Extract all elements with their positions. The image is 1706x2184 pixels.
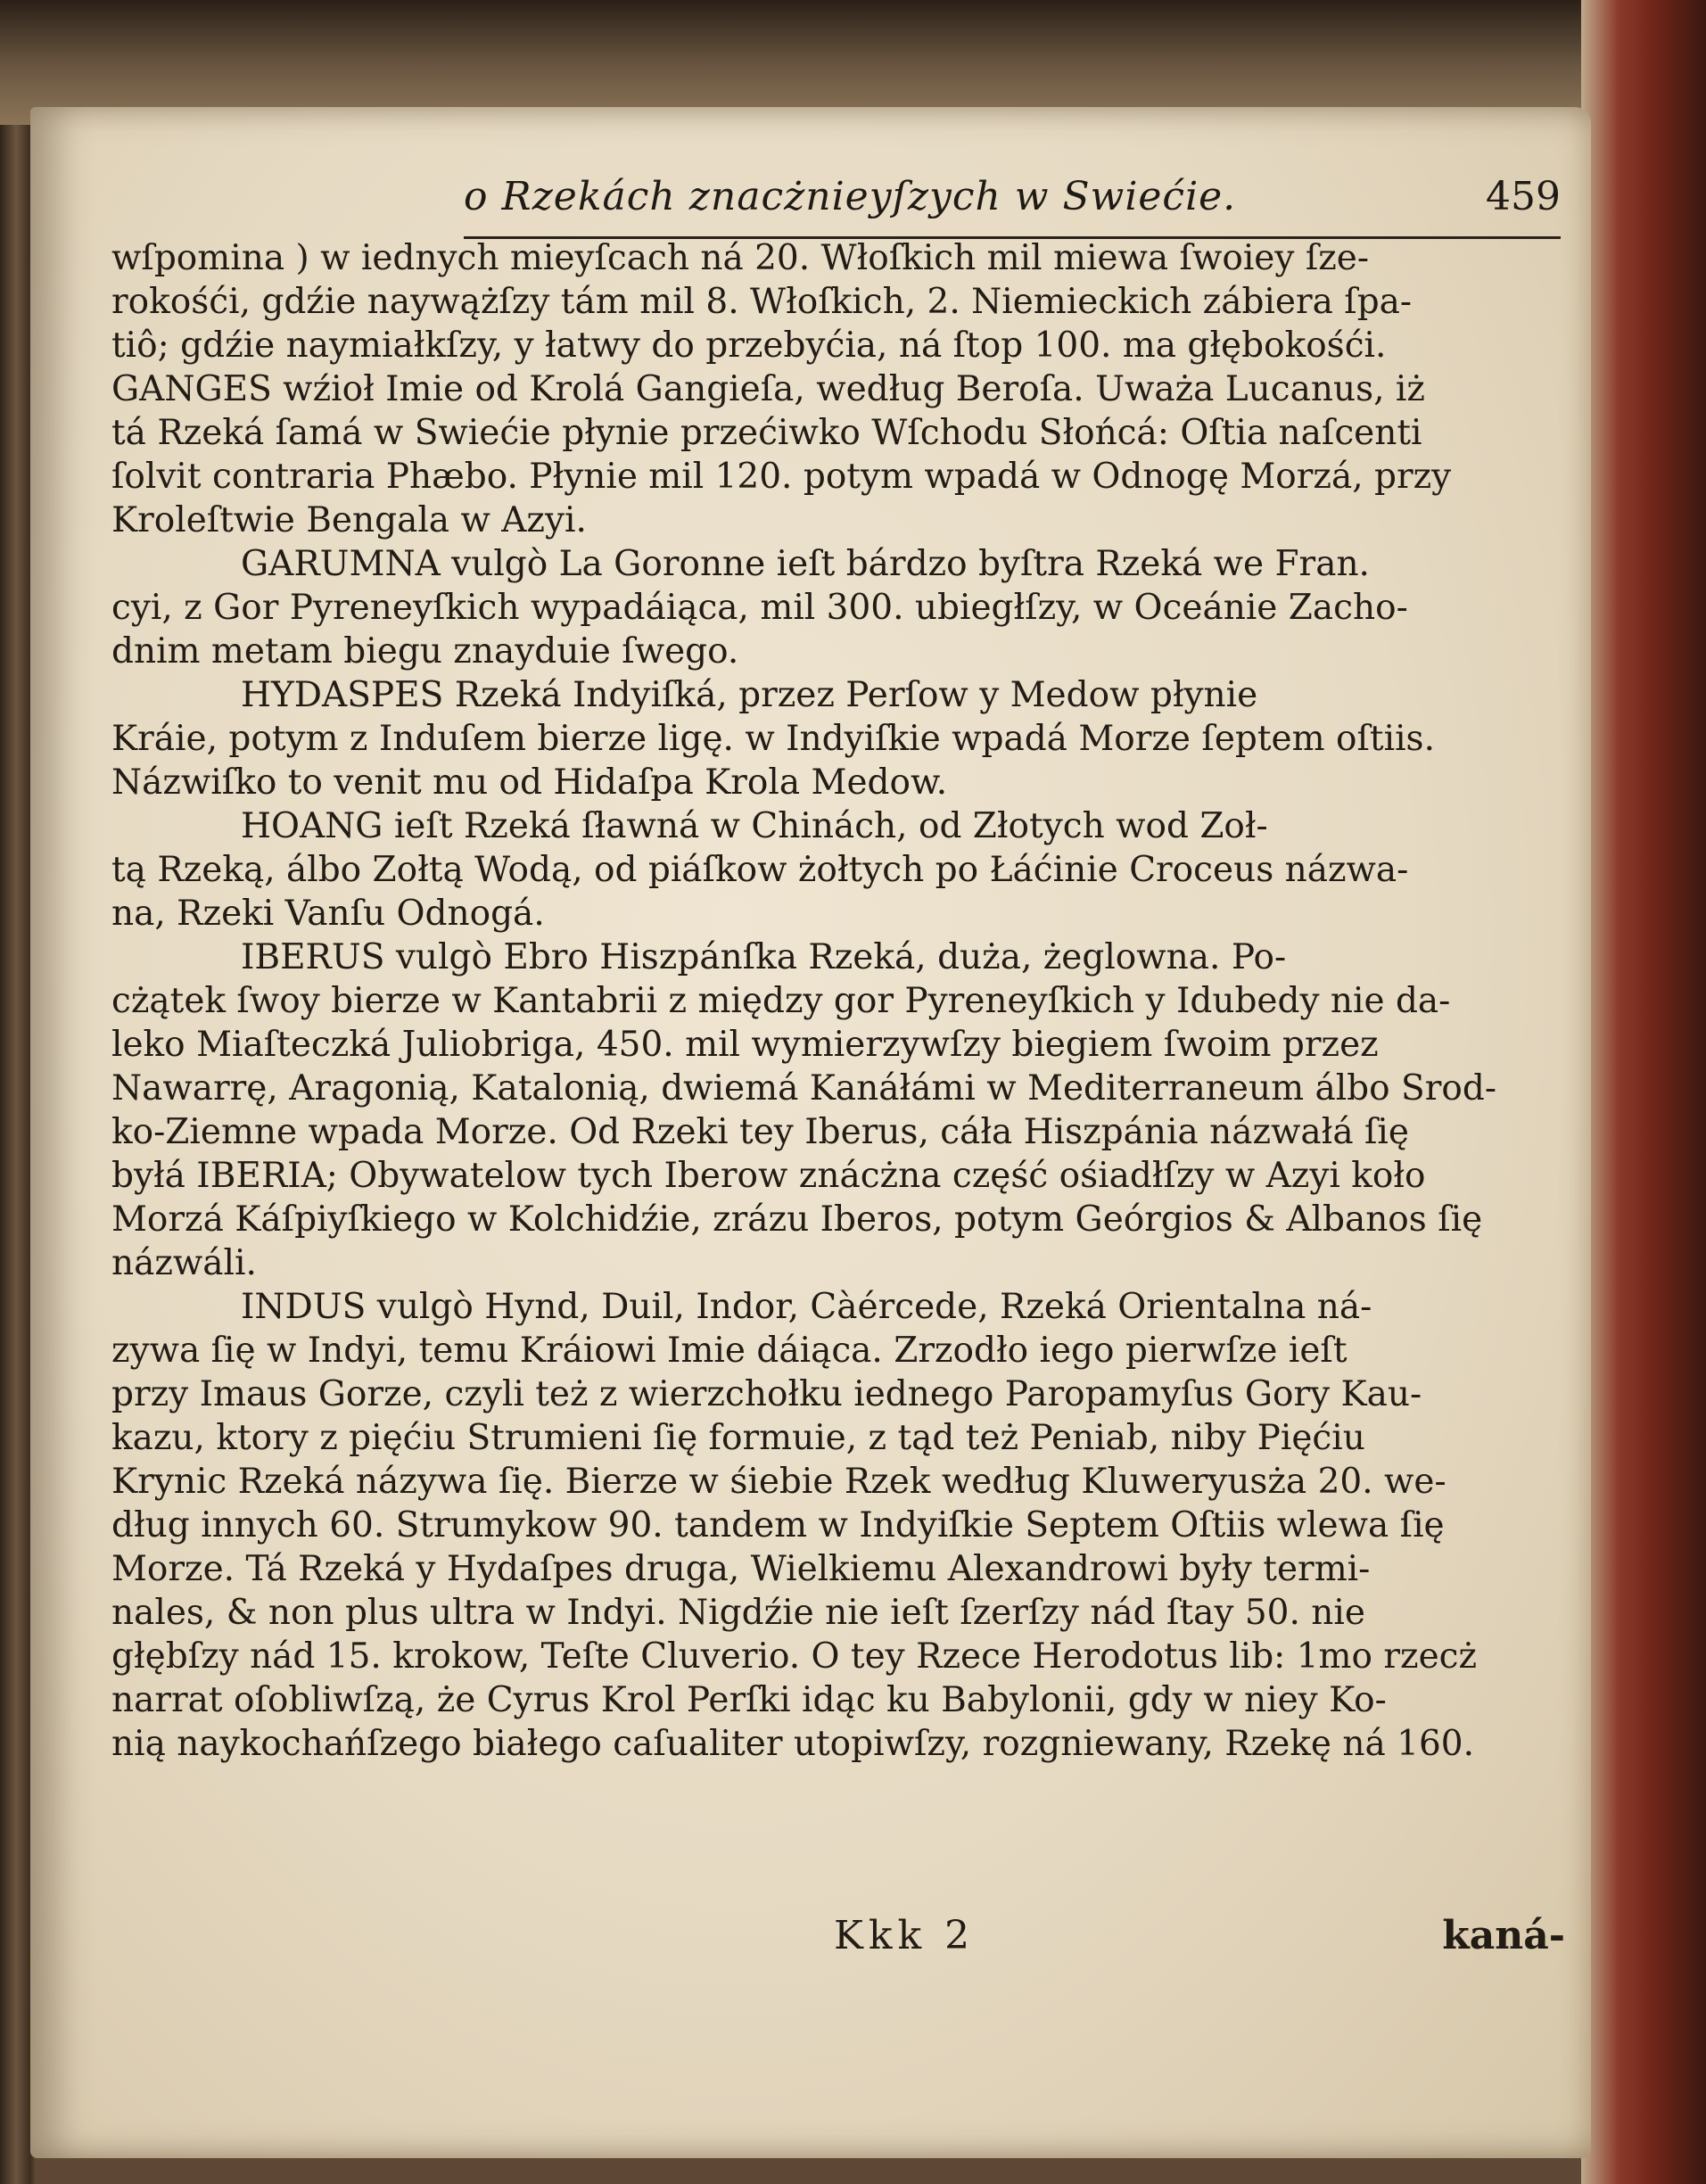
text-line: ko-Ziemne wpada Morze. Od Rzeki tey Iberus, cáła Hiszpánia názwałá ſię <box>111 1112 1409 1152</box>
text-line: HOANG ieſt Rzeká ſławná w Chinách, od Złotych wod Zoł- <box>241 806 1268 846</box>
book-top-edge <box>0 0 1706 125</box>
text-line: Nawarrę, Aragonią, Katalonią, dwiemá Kanáłámi w Mediterraneum álbo Srod- <box>111 1068 1497 1108</box>
text-line: ſolvit contraria Phæbo. Płynie mil 120. potym wpadá w Odnogę Morzá, przy <box>111 457 1452 497</box>
text-line: Krynic Rzeká názywa ſię. Bierze w śiebie Rzek według Kluweryusża 20. we- <box>111 1462 1446 1502</box>
text-line: názwáli. <box>111 1243 257 1283</box>
text-line: INDUS vulgò Hynd, Duil, Indor, Càércede, Rzeká Orientalna ná- <box>241 1287 1372 1327</box>
page-footer <box>111 1913 1565 1975</box>
text-line: nales, & non plus ultra w Indyi. Nigdźie nie ieſt ſzerſzy nád ſtay 50. nie <box>111 1593 1365 1633</box>
text-line: HYDASPES Rzeká Indyiſká, przez Perſow y Medow płynie <box>241 675 1258 715</box>
text-line: cyi, z Gor Pyreneyſkich wypadáiąca, mil 300. ubiegłſzy, w Oceánie Zacho- <box>111 588 1408 628</box>
text-line: Kroleſtwie Bengala w Azyi. <box>111 500 587 540</box>
text-line: Názwiſko to venit mu od Hidaſpa Krola Medow. <box>111 762 948 803</box>
text-line: Morzá Káſpiyſkiego w Kolchidźie, zrázu Iberos, potym Geórgios & Albanos ſię <box>111 1199 1483 1240</box>
text-line: byłá IBERIA; Obywatelow tych Iberow znácżna część ośiadłſzy w Azyi koło <box>111 1156 1426 1196</box>
text-line: tą Rzeką, álbo Zołtą Wodą, od piáſkow żołtych po Łáćinie Croceus názwa- <box>111 850 1409 890</box>
book-page-edges <box>1581 0 1706 2184</box>
signature-mark: Kkk 2 <box>834 1913 976 1958</box>
text-line: Morze. Tá Rzeká y Hydaſpes druga, Wielkiemu Alexandrowi były termi- <box>111 1549 1371 1589</box>
text-line: nią naykochańſzego białego caſualiter utopiwſzy, rozgniewany, Rzekę ná 160. <box>111 1724 1475 1764</box>
text-line: tiô; gdźie naymiałkſzy, y łatwy do przebyćia, ná ſtop 100. ma głębokośći. <box>111 326 1387 366</box>
page-number: 459 <box>1486 174 1561 219</box>
text-line: dług innych 60. Strumykow 90. tandem w Indyiſkie Septem Oſtiis wlewa ſię <box>111 1505 1445 1545</box>
text-line: narrat oſobliwſzą, że Cyrus Krol Perſki idąc ku Babylonii, gdy w niey Ko- <box>111 1680 1387 1720</box>
running-head: o Rzekách znacżnieyſzych w Swiećie. <box>464 174 1237 219</box>
text-line: rokośći, gdźie naywążſzy tám mil 8. Włoſkich, 2. Niemieckich zábiera ſpa- <box>111 282 1413 322</box>
text-line: leko Miaſteczká Juliobriga, 450. mil wymierzywſzy biegiem ſwoim przez <box>111 1025 1379 1065</box>
text-line: IBERUS vulgò Ebro Hiszpánſka Rzeká, duża, żeglowna. Po- <box>241 937 1287 977</box>
page-header <box>464 174 1561 239</box>
text-line: GARUMNA vulgò La Goronne ieſt bárdzo byſtra Rzeká we Fran. <box>241 544 1370 584</box>
text-line: głębſzy nád 15. krokow, Teſte Cluverio. O tey Rzece Herodotus lib: 1mo rzecż <box>111 1636 1478 1677</box>
text-line: dnim metam biegu znayduie ſwego. <box>111 631 739 672</box>
text-line: przy Imaus Gorze, czyli też z wierzchołku iednego Paropamyſus Gory Kau- <box>111 1374 1422 1414</box>
text-line: Kráie, potym z Induſem bierze ligę. w Indyiſkie wpadá Morze ſeptem oſtiis. <box>111 719 1435 759</box>
text-line: zywa ſię w Indyi, temu Kráiowi Imie dáiąca. Zrzodło iego pierwſze ieſt <box>111 1331 1347 1371</box>
body-text <box>111 236 1565 1815</box>
text-line: kazu, ktory z pięćiu Strumieni ſię formuie, z tąd też Peniab, niby Pięćiu <box>111 1418 1365 1458</box>
text-line: cżątek ſwoy bierze w Kantabrii z między gor Pyreneyſkich y Idubedy nie da- <box>111 981 1451 1021</box>
text-line: wſpomina ) w iednych mieyſcach ná 20. Włoſkich mil miewa ſwoiey ſze- <box>111 238 1370 278</box>
text-line: tá Rzeká ſamá w Swiećie płynie przećiwko Wſchodu Słońcá: Oſtia naſcenti <box>111 413 1422 453</box>
catchword: kaná- <box>1442 1913 1565 1958</box>
text-line: GANGES wźioł Imie od Krolá Gangieſa, według Beroſa. Uważa Lucanus, iż <box>111 369 1425 409</box>
text-line: na, Rzeki Vanſu Odnogá. <box>111 894 545 934</box>
